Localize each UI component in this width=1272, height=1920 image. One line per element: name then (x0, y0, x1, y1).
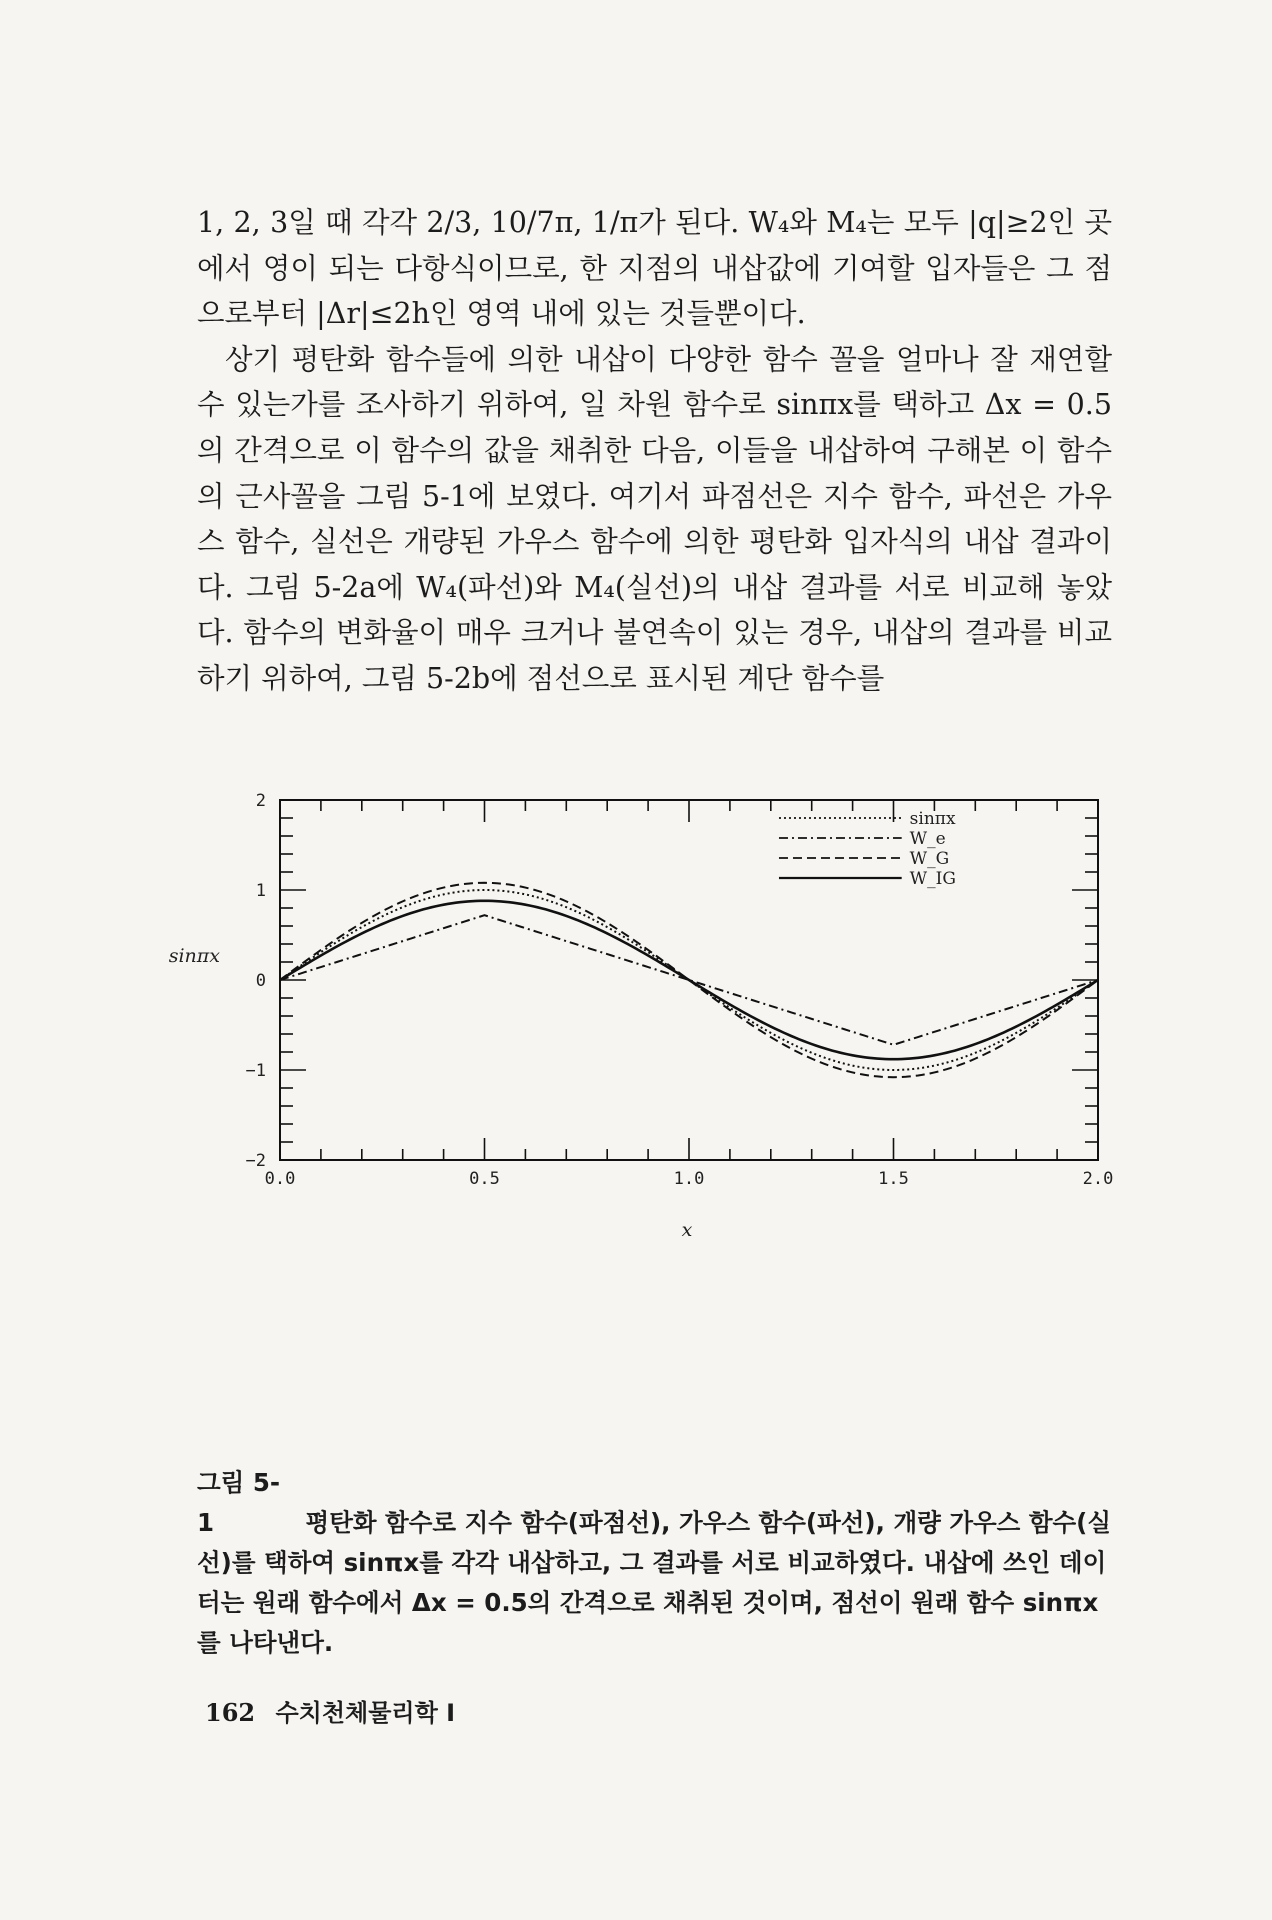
paragraph-1: 1, 2, 3일 때 각각 2/3, 10/7π, 1/π가 된다. W₄와 M₄는 모두 |q|≥2인 곳에서 영이 되는 다항식이므로, 한 지점의 내삽값에 기여할 입자들은 그 점으로부터 |Δr|≤2h인 영역 내에 있는 것들뿐이다. (197, 206, 1112, 331)
legend-label-2: W_G (909, 849, 950, 869)
paragraph-2: 상기 평탄화 함수들에 의한 내삽이 다양한 함수 꼴을 얼마나 잘 재연할 수 있는가를 조사하기 위하여, 일 차원 함수로 sinπx를 택하고 Δx = 0.5의 간격으로 이 함수의 값을 채취한 다음, 이들을 내삽하여 구해본 이 함수의 근사꼴을 그림 5-1에 보였다. 여기서 파점선은 지수 함수, 파선은 가우스 함수, 실선은 개량된 가우스 함수에 의한 평탄화 입자식의 내삽 결과이다. 그림 5-2a에 W₄(파선)와 M₄(실선)의 내삽 결과를 서로 비교해 놓았다. 함수의 변화율이 매우 크거나 불연속이 있는 경우, 내삽의 결과를 비교하기 위하여, 그림 5-2b에 점선으로 표시된 계단 함수를 (197, 342, 1112, 695)
figure-5-1 (160, 780, 1140, 1240)
y-tick-label: −2 (245, 1151, 266, 1171)
caption-text: 평탄화 함수로 지수 함수(파점선), 가우스 함수(파선), 개량 가우스 함수(실선)를 택하여 sinπx를 각각 내삽하고, 그 결과를 서로 비교하였다. 내삽에 쓰인 데이터는 원래 함수에서 Δx = 0.5의 간격으로 채취된 것이며, 점선이 원래 함수 sinπx를 나타낸다. (197, 1508, 1112, 1657)
chart-svg (160, 780, 1140, 1240)
book-title: 수치천체물리학 Ⅰ (275, 1699, 456, 1727)
y-axis-label: sinπx (168, 945, 220, 967)
body-text (197, 200, 1112, 702)
y-tick-label: 2 (255, 791, 266, 811)
x-tick-label: 1.0 (673, 1169, 705, 1189)
page-footer (205, 1693, 455, 1728)
caption-label: 그림 5-1 (197, 1468, 281, 1537)
legend-label-1: W_e (909, 829, 946, 849)
y-tick-label: 1 (255, 881, 266, 901)
x-tick-label: 0.5 (469, 1169, 500, 1189)
legend-label-0: sinπx (909, 809, 956, 829)
series-line-3 (280, 901, 1098, 1059)
legend-label-3: W_IG (909, 869, 956, 889)
figure-caption (197, 1463, 1112, 1663)
x-tick-label: 1.5 (878, 1169, 909, 1189)
page-number: 162 (205, 1698, 256, 1727)
y-tick-label: 0 (255, 971, 266, 991)
x-axis-label: x (681, 1219, 693, 1240)
x-tick-label: 2.0 (1082, 1169, 1114, 1189)
x-tick-label: 0.0 (264, 1169, 296, 1189)
y-tick-label: −1 (245, 1061, 266, 1081)
